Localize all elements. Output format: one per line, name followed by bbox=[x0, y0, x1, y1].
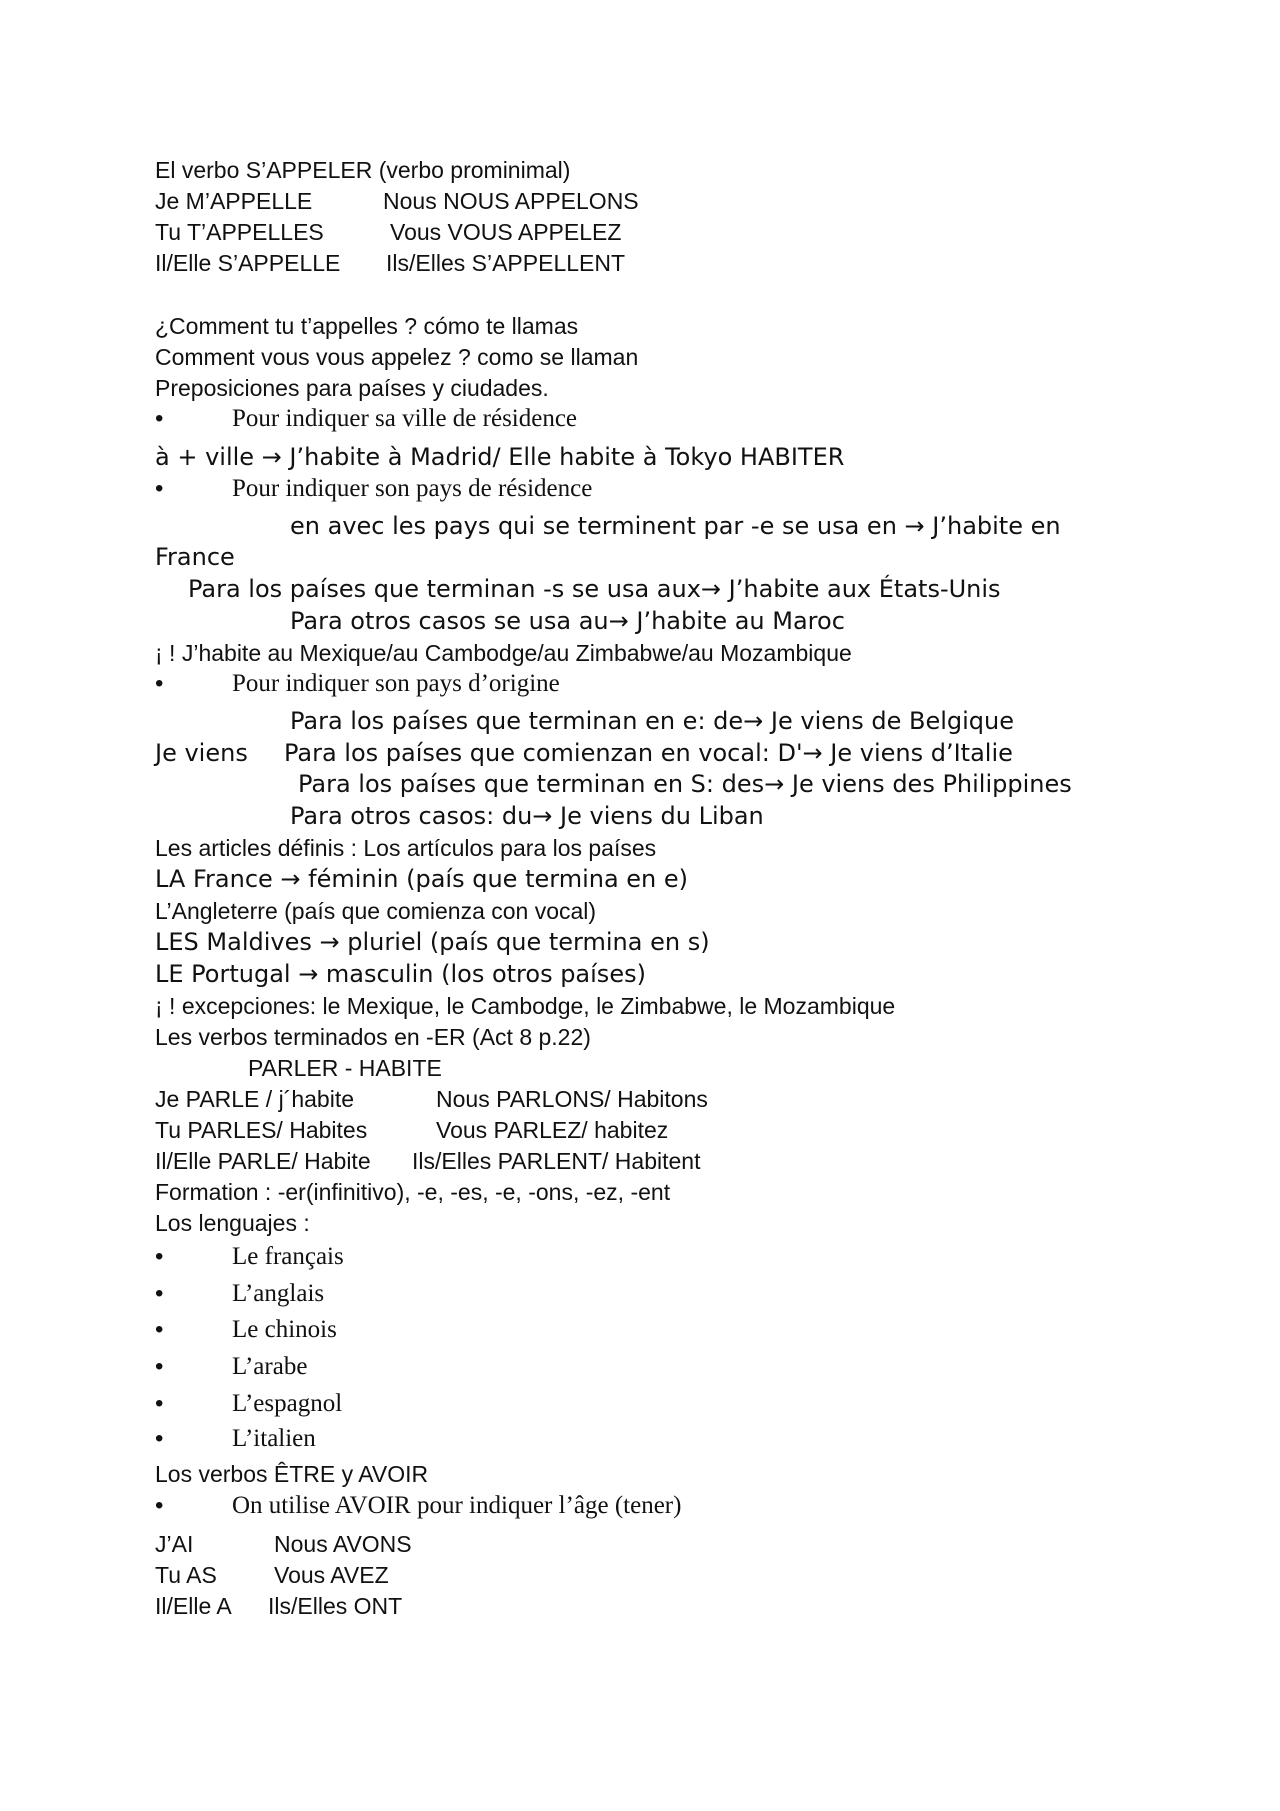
er-conj-ils: Ils/Elles PARLENT/ Habitent bbox=[412, 1148, 701, 1174]
etre-avoir-heading: Los verbos ÊTRE y AVOIR bbox=[155, 1461, 429, 1487]
bullet: • bbox=[155, 1243, 164, 1270]
origin-du: Para otros casos: du→ Je viens du Liban bbox=[290, 802, 764, 830]
en-rule-line2: France bbox=[155, 543, 235, 571]
avoir-je: J’AI bbox=[155, 1531, 194, 1557]
articles-exception: ¡ ! excepciones: le Mexique, le Cambodge, le Zimbabwe, le Mozambique bbox=[155, 993, 896, 1019]
bullet: • bbox=[155, 1390, 164, 1417]
aux-rule: Para los países que terminan -s se usa aux→ J’habite aux États-Unis bbox=[188, 575, 1001, 603]
bullet: • bbox=[155, 1316, 164, 1343]
conj-ils: Ils/Elles S’APPELLENT bbox=[386, 250, 626, 276]
conj-nous: Nous NOUS APPELONS bbox=[383, 188, 639, 214]
article-les: LES Maldives → pluriel (país que termina en s) bbox=[155, 928, 710, 956]
avoir-age-bullet: On utilise AVOIR pour indiquer l’âge (tener) bbox=[232, 1492, 682, 1519]
er-formation: Formation : -er(infinitivo), -e, -es, -e, -ons, -ez, -ent bbox=[155, 1179, 671, 1205]
er-conj-vous: Vous PARLEZ/ habitez bbox=[436, 1117, 669, 1143]
article-la: LA France → féminin (país que termina en e) bbox=[155, 865, 689, 893]
bullet: • bbox=[155, 1280, 164, 1307]
language-item: Le chinois bbox=[232, 1316, 337, 1343]
bullet: • bbox=[155, 1425, 164, 1452]
bullet: • bbox=[155, 405, 164, 432]
conj-je: Je M’APPELLE bbox=[155, 188, 313, 214]
bullet: • bbox=[155, 1492, 164, 1519]
er-verbs-subheading: PARLER - HABITE bbox=[248, 1055, 442, 1081]
er-conj-nous: Nous PARLONS/ Habitons bbox=[436, 1086, 708, 1112]
origin-d-apostrophe: Para los países que comienzan en vocal: D'→ Je viens d’Italie bbox=[284, 739, 1013, 767]
article-le: LE Portugal → masculin (los otros países) bbox=[155, 960, 646, 988]
origin-de: Para los países que terminan en e: de→ Je viens de Belgique bbox=[290, 707, 1014, 735]
ville-rule: à + ville → J’habite à Madrid/ Elle habite à Tokyo HABITER bbox=[155, 443, 845, 471]
au-rule: Para otros casos se usa au→ J’habite au Maroc bbox=[290, 607, 845, 635]
conj-tu: Tu T’APPELLES bbox=[155, 219, 324, 245]
er-conj-je: Je PARLE / j´habite bbox=[155, 1086, 355, 1112]
er-verbs-heading: Les verbos terminados en -ER (Act 8 p.22) bbox=[155, 1024, 591, 1050]
language-item: L’espagnol bbox=[232, 1390, 343, 1417]
language-item: L’arabe bbox=[232, 1353, 308, 1380]
language-item: Le français bbox=[232, 1243, 344, 1270]
exception-au: ¡ ! J’habite au Mexique/au Cambodge/au Zimbabwe/au Mozambique bbox=[155, 640, 852, 666]
bullet: • bbox=[155, 475, 164, 502]
bullet: • bbox=[155, 670, 164, 697]
avoir-ils: Ils/Elles ONT bbox=[268, 1593, 403, 1619]
bullet: • bbox=[155, 1353, 164, 1380]
er-conj-tu: Tu PARLES/ Habites bbox=[155, 1117, 368, 1143]
bullet-pays-origine: Pour indiquer son pays d’origine bbox=[232, 670, 560, 697]
bullet-ville-residence: Pour indiquer sa ville de résidence bbox=[232, 405, 578, 432]
je-viens-label: Je viens bbox=[155, 739, 248, 767]
conj-il: Il/Elle S’APPELLE bbox=[155, 250, 341, 276]
en-rule-line1: en avec les pays qui se terminent par -e se usa en → J’habite en bbox=[290, 512, 1061, 540]
prepositions-heading: Preposiciones para países y ciudades. bbox=[155, 375, 549, 401]
avoir-nous: Nous AVONS bbox=[274, 1531, 412, 1557]
article-l: L’Angleterre (país que comienza con vocal) bbox=[155, 898, 597, 924]
language-item: L’anglais bbox=[232, 1280, 325, 1307]
avoir-il: Il/Elle A bbox=[155, 1593, 232, 1619]
languages-heading: Los lenguajes : bbox=[155, 1210, 310, 1236]
avoir-vous: Vous AVEZ bbox=[274, 1562, 389, 1588]
language-item: L’italien bbox=[232, 1425, 316, 1452]
bullet-pays-residence: Pour indiquer son pays de résidence bbox=[232, 475, 593, 502]
conj-vous: Vous VOUS APPELEZ bbox=[390, 219, 622, 245]
articles-heading: Les articles définis : Los artículos para los países bbox=[155, 835, 657, 861]
sappeler-title: El verbo S’APPELER (verbo prominimal) bbox=[155, 157, 571, 183]
origin-des: Para los países que terminan en S: des→ Je viens des Philippines bbox=[298, 770, 1072, 798]
question-vous: Comment vous vous appelez ? como se llaman bbox=[155, 344, 639, 370]
avoir-tu: Tu AS bbox=[155, 1562, 217, 1588]
er-conj-il: Il/Elle PARLE/ Habite bbox=[155, 1148, 371, 1174]
question-tu: ¿Comment tu t’appelles ? cómo te llamas bbox=[155, 313, 579, 339]
